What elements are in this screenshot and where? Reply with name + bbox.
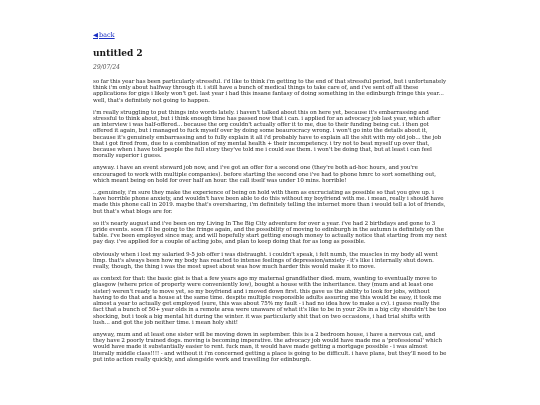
post-paragraph: i'm really struggling to put things into words lately. i haven't talked about this on here yet, because it's embarrassing and stressful to think about, but i think enough time has passed now that i can. i applied for an advocacy job last year, which after an interview i was half-offered... because the org couldn't actually offer it to me, due to their funding being cut. i then got offered it again, but i managed to fuck myself over by doing some beaurocracy wrong. i won't go into the details about it, because it's genuinely embarrassing and to fully explain it all i'd probably have to explain all the shit with my old job... the job that i got fired from, due to a combination of my mental health + their incompetency. i try not to beat myself up over that, because when i have told people the full story they've told me i could sue them. i won't be doing that, but at least i can feel morally superior i guess.	[93, 109, 442, 160]
post-paragraph: obviously when i lost my salaried 9-5 job offer i was distraught. i couldn't speak, i felt numb, the muscles in my body all went limp. that's always been how my body has reacted to intense feelings of depression/anxiety - it's like i internally shut down. really, though, the thing i was the most upset about was how much harder this would make it to move.	[93, 251, 438, 271]
post-date: 29/07/24	[93, 64, 120, 71]
post-paragraph: so far this year has been particularly stressful. i'd like to think i'm getting to the end of that stressful period, but i unfortunately think i'm only about halfway through it. i still have a bunch of medical things to take care of, and i've sent off all these applications for gigs i likely won't get. last year i had this insane fantasy of doing something in the edinburgh fringe this year... well, that's definitely not going to happen.	[93, 79, 447, 104]
back-link[interactable]	[93, 31, 115, 39]
post-title: untitled 2	[93, 49, 143, 59]
post-paragraph: anyway. i have an event steward job now, and i've got an offer for a second one (they're both ad-hoc hours, and you're encouraged to work with multiple companies). before starting the second one i've had to phone hmrc to sort something out, which meant being on hold for over half an hour. the call itself was under 10 mins. horrible!	[93, 165, 437, 184]
post-paragraph: so it's nearly august and i've been on my Living In The Big City adventure for over a year. i've had 2 birthdays and gone to 3 pride events. soon i'll be going to the fringe again, and the possibility of moving to edinburgh in the autumn is definitely on the table. i've been employed since may, and will hopefully start getting enough money to actually notice that starting from my next pay day. i've applied for a couple of acting jobs, and plan to keep doing that for as long as possible.	[93, 220, 447, 246]
blog-page	[93, 22, 448, 369]
post-paragraph: as context for that: the basic gist is that a few years ago my maternal grandfather died. mum, wanting to eventually move to glasgow (where price of property were conveniently low), bought a house with the inheritance. they (mum and at least one sister) weren't ready to move yet, so my boyfriend and i moved down first. this gave us the ability to look for jobs, without having to do that and a house at the same time. despite multiple responsible adults assuring me this would be easy, it took me almost a year to actually get employed (sure, this was about 75% my fault - i had no idea how to make a cv). i guess really the fact that a bunch of 50+ year olds in a remote area were unaware of what it's like to be in your 20s in a big city shouldn't be too shocking, but i took a big mental hit during the winter. it was particularly shit that on two occasions, i had trial shifts with lush... and got the job neither time. i mean holy shit!	[93, 276, 447, 326]
back-label: back	[99, 31, 115, 39]
post-body	[93, 79, 448, 363]
post-paragraph: ...genuinely, i'm sure they make the experience of being on hold with them as excruciating as possible so that you give up. i have horrible phone anxiety, and wouldn't have been able to do this without my boyfriend with me. i mean, really i should have made this phone call in 2019. maybe that's oversharing, i'm definitely telling the internet more than i would tell a lot of friends, but that's what blogs are for.	[93, 190, 446, 215]
post-paragraph: anyway, mum and at least one sister will be moving down in september. this is a 2 bedroom house, i have a nervous cat, and they have 2 poorly trained dogs. moving is becoming imperative. the advocacy job would have made me a 'professional' which would have made it substantially easier to rent. fuck man, it would have made getting a mortgage possible - i was almost literally middle class!!!! - and without it i'm concerned getting a place is going to be difficult. i have plans, but they'll need to be put into action really quickly, and alongside work and travelling for edinburgh.	[93, 331, 447, 363]
back-arrow-icon: ◀	[93, 31, 98, 39]
